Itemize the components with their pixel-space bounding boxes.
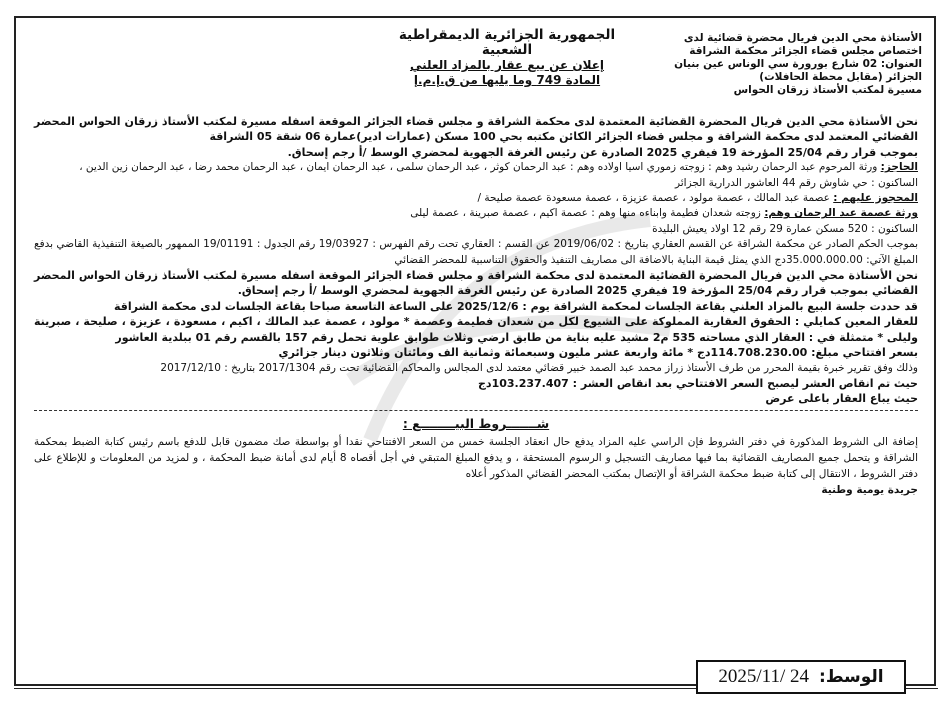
paragraph-heirs-address: الساكنون : 520 مسكن عمارة 29 رقم 12 اولاد يعيش البليدة xyxy=(652,222,918,235)
paragraph-opening-price: بسعر افتتاحي مبلغ: 114.708.230.00دج * مائة واربعة عشر مليون وسبعمائة وثمانية الف ومائتان وثلاثون دينار جزائري xyxy=(278,346,918,360)
bailiff-line: العنوان: 02 شارع بورورة سي الوناس عين بنيان xyxy=(674,58,922,70)
conditions-title: شـــــــروط البيــــــــع : xyxy=(402,415,550,431)
seizer-text: ورثة المرحوم عبد الرحمان رشيد وهم : زوجته زموري اسيا اولاده وهم : عبد الرحمان كوثر ، عبد الرحمان سلمى ، عبد الرحمان ايمان ، عبد الرحمان محمد رضا ، عبد الرحمان زين الدين ، xyxy=(79,161,881,174)
notice-body xyxy=(34,114,918,498)
dashed-divider xyxy=(34,410,918,411)
heirs-label: ورثة عصمة عبد الرحمان وهم: xyxy=(764,207,918,220)
newspaper-label: جريدة يومية وطنية xyxy=(821,484,918,497)
paragraph-property: للعقار المعين كمايلي : الحقوق العقارية المملوكة على الشيوع لكل من شعدان فطيمة وعصمة * مولود ، عصمة عبد المالك ، اكيم ، مسعودة ، عزيزة ، صليحة ، صبرينة وليلى * متمثلة في : العقار الذي مساحته 535 م2 مشيد عليه بناية من طابق ارضي وثلاث طوابق علوية تحمل رقم 157 بالقسم رقم 01 ببلدية العاشور xyxy=(34,315,918,344)
paragraph-seizer xyxy=(34,160,918,175)
seized-text: عصمة عبد المالك ، عصمة مولود ، عصمة عزيزة ، عصمة مسعودة عصمة صليحة / xyxy=(477,192,834,205)
republic-title: الجمهورية الجزائرية الديمقراطية الشعبية xyxy=(398,27,616,58)
bailiff-info xyxy=(602,32,922,97)
newspaper-name: الوسط: xyxy=(819,667,884,687)
paragraph-decision: بموجب قرار رقم 25/04 المؤرخة 19 فيفري 2025 الصادرة عن رئيس الغرفة الجهوية لمحضري الوسط /أ رجم إسحاق. xyxy=(287,145,918,159)
paragraph-reduced-price: حيث تم انقاص العشر ليصبح السعر الافتتاحي بعد انقاص العشر : 103.237.407دج xyxy=(477,376,918,390)
notice-header xyxy=(22,24,928,116)
notice-title-block xyxy=(372,28,642,88)
notice-title: إعلان عن بيع عقار بالمزاد العلني xyxy=(409,58,605,72)
newspaper-date-box xyxy=(696,660,906,694)
seized-label: المحجوز عليهم : xyxy=(833,192,918,205)
paragraph-heirs xyxy=(34,206,918,221)
legal-notice xyxy=(22,24,928,676)
paragraph-seizer-address: الساكنون : حي شاوش رقم 44 العاشور الدرارية الجزائر xyxy=(674,176,918,189)
paragraph-bailiff-repeat: نحن الأستاذة محي الدين فريال المحضرة القضائية المعتمدة لدى محكمة الشراقة و مجلس قضاء الجزائر الموقعة اسفله مسيرة لمكتب الأستاذ زرقان الحواس المحضر القضائي بموجب قرار رقم 25/04 المؤرخة 19 فيفري 2025 الصادرة عن رئيس الغرفة الجهوية لمحضري الوسط /أ رجم إسحاق. xyxy=(34,269,918,298)
paragraph-bailiff: نحن الأستاذة محي الدين فريال المحضرة القضائية المعتمدة لدى محكمة الشراقة و مجلس قضاء الجزائر الموقعة اسفله مسيرة لمكتب الأستاذ زرقان الحواس المحضر القضائي المعتمد لدى محكمة الشراقة و مجلس قضاء الجزائر الكائن مكتبه بحي 100 مسكن (عمارات ادير)عمارة 06 شقة 05 الشراقة xyxy=(34,115,918,144)
conditions-text xyxy=(34,434,918,498)
paragraph-session: قد حددت جلسة البيع بالمزاد العلني بقاعة الجلسات لمحكمة الشراقة يوم : 2025/12/6 على الساعة التاسعة صباحا بقاعة الجلسات لدى محكمة الشراقة xyxy=(114,299,918,313)
bailiff-line: اختصاص مجلس قضاء الجزائر محكمة الشراقة xyxy=(689,45,922,57)
seizer-label: الحاجز: xyxy=(880,161,918,174)
paragraph-highest-bid: حيث يباع العقار باعلى عرض xyxy=(765,392,918,406)
bailiff-line: الأستاذة محي الدين فريال محضرة قضائية لدى xyxy=(683,32,922,44)
paragraph-expertise: وذلك وفق تقرير خبرة بقيمة المحرر من طرف الأستاذ زراز محمد عبد الصمد خبير قضائي معتمد لدى المجالس والمحاكم القضائية تحت رقم 2017/1304 بتاريخ : 2017/12/10 xyxy=(160,361,918,374)
heirs-text: زوجته شعدان فطيمة وابناءه منها وهم : عصمة اكيم ، عصمة صبرينة ، عصمة ليلى xyxy=(410,207,765,220)
conditions-body: إضافة الى الشروط المذكورة في دفتر الشروط فإن الراسي عليه المزاد يدفع حال انعقاد الجلسة خمس من السعر الافتتاحي نقدا أو بواسطة صك مضمون قابل للدفع باسم رئيس كتابة الضبط بمحكمة الشراقة و يتحمل جميع المصاريف القضائية بما فيها مصاريف التسجيل و الرسوم المستحقة ، و يدفع المبلغ المتبقي في أجل أقصاه 8 أيام لدى أمانة ضبط المحكمة ، و لمزيد من المعلومات و للإطلاع على دفتر الشروط ، الانتقال إلى كتابة ضبط محكمة الشراقة أو الإتصال بمكتب المحضر القضائي المذكور أعلاه xyxy=(34,436,919,481)
paragraph-seized xyxy=(34,191,918,206)
publication-date: 2025/11/ 24 xyxy=(718,666,810,687)
bailiff-line: مسيرة لمكتب الأستاذ زرقان الحواس xyxy=(733,84,922,96)
bailiff-line: الجزائر (مقابل محطة الحافلات) xyxy=(759,71,922,83)
paragraph-judgment: بموجب الحكم الصادر عن محكمة الشراقة عن القسم العقاري بتاريخ : 2019/06/02 عن القسم : العقاري تحت رقم الفهرس : 19/03927 رقم الجدول : 19/01191 الممهور بالصيغة التنفيذية القاضي بدفع المبلغ الآتي: 35.000.000.00دج الذي يمثل قيمة البناية بالاضافة الى مصاريف التنفيذ والحقوق التناسبية للمحضر القضائي xyxy=(34,238,919,266)
article-reference: المادة 749 وما يليها من ق.إ.م.إ xyxy=(413,73,601,87)
